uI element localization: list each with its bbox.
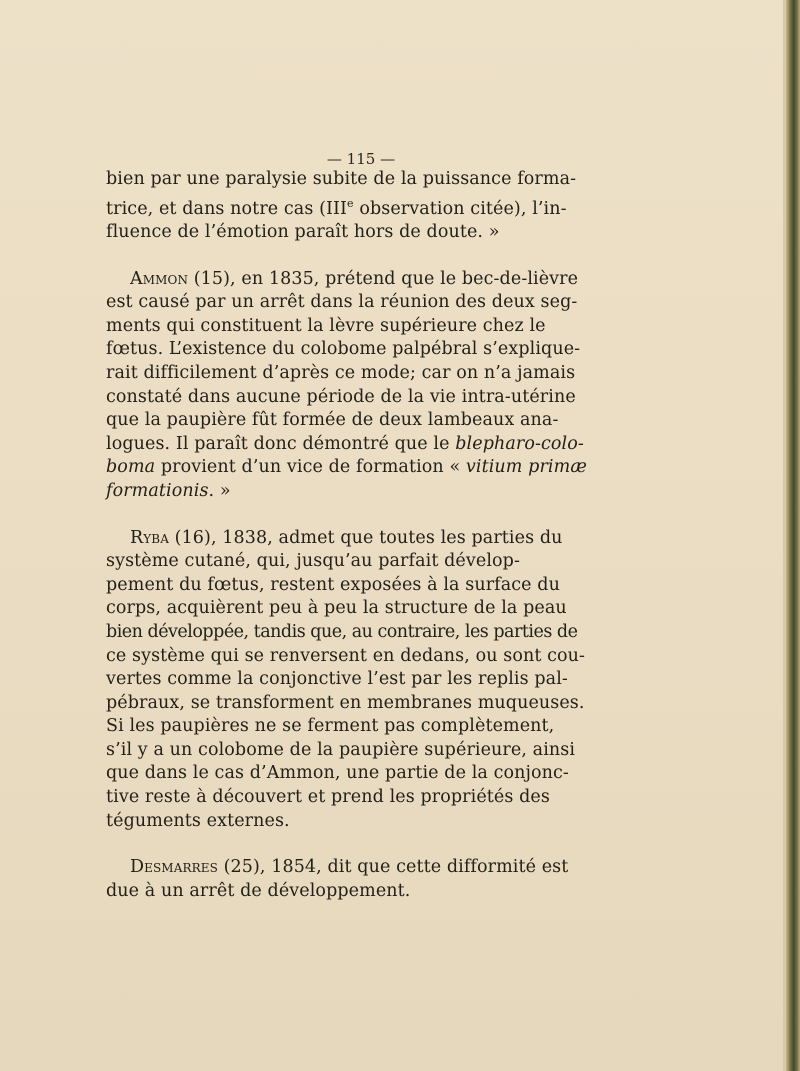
text-line: que la paupière fût formée de deux lambeaux ana-	[106, 410, 559, 431]
text-line: téguments externes.	[106, 810, 290, 831]
text-line: fluence de l’émotion paraît hors de doute. »	[106, 222, 500, 243]
text-line: s’il y a un colobome de la paupière supérieure, ainsi	[106, 739, 576, 760]
italic-quote: formationis	[106, 480, 209, 501]
superscript: e	[347, 196, 354, 210]
text-line: Ryba (16), 1838, admet que toutes les parties du	[130, 527, 563, 548]
text-line: ments qui constituent la lèvre supérieure chez le	[106, 315, 546, 336]
paragraph-3	[106, 527, 586, 834]
text-line: logues. Il paraît donc démontré que le blepharo-colo-	[106, 433, 584, 454]
text-line: due à un arrêt de développement.	[106, 880, 411, 901]
text-line: constaté dans aucune période de la vie intra-utérine	[106, 386, 576, 407]
author-name: Ryba	[130, 527, 169, 548]
italic-quote: vitium primæ	[465, 457, 587, 478]
paragraph-1	[106, 168, 577, 245]
text-line: Ammon (15), en 1835, prétend que le bec-de-lièvre	[130, 268, 579, 289]
text-line: bien développée, tandis que, au contraire, les parties de	[106, 621, 578, 642]
author-name: Desmarres	[130, 857, 218, 878]
text-line: formationis. »	[106, 480, 231, 501]
text-line: boma provient d’un vice de formation « vitium primæ	[106, 457, 587, 478]
text-line: vertes comme la conjonctive l’est par les replis pal-	[106, 669, 568, 690]
text-line: ce système qui se renversent en dedans, ou sont cou-	[106, 645, 586, 666]
text-line: Si les paupières ne se ferment pas complètement,	[106, 716, 555, 737]
text-line: pement du fœtus, restent exposées à la surface du	[106, 574, 560, 595]
text-line: tive reste à découvert et prend les propriétés des	[106, 787, 550, 808]
author-name: Ammon	[130, 268, 189, 289]
text-line: Desmarres (25), 1854, dit que cette difformité est	[130, 857, 569, 878]
text-line: pébraux, se transforment en membranes muqueuses.	[106, 692, 585, 713]
text-line: que dans le cas d’Ammon, une partie de la conjonc-	[106, 763, 569, 784]
body-text	[106, 168, 587, 903]
book-spine-edge	[786, 0, 800, 1071]
text-line: bien par une paralysie subite de la puissance forma-	[106, 169, 577, 189]
text-line: rait difficilement d’après ce mode; car on n’a jamais	[106, 362, 576, 383]
paragraph-4	[106, 856, 569, 903]
text-line: trice, et dans notre cas (IIIe observation citée), l’in-	[106, 196, 567, 219]
italic-term: boma	[106, 457, 156, 478]
text-line: est causé par un arrêt dans la réunion des deux seg-	[106, 292, 578, 313]
text-line: fœtus. L’existence du colobome palpébral s’explique-	[106, 339, 581, 360]
text-line: corps, acquièrent peu à peu la structure de la peau	[106, 598, 567, 619]
text-line: système cutané, qui, jusqu’au parfait dévelop-	[106, 551, 520, 572]
italic-term: blepharo-colo-	[455, 433, 584, 454]
page-number: — 115 —	[326, 150, 396, 168]
paragraph-2	[106, 268, 587, 504]
